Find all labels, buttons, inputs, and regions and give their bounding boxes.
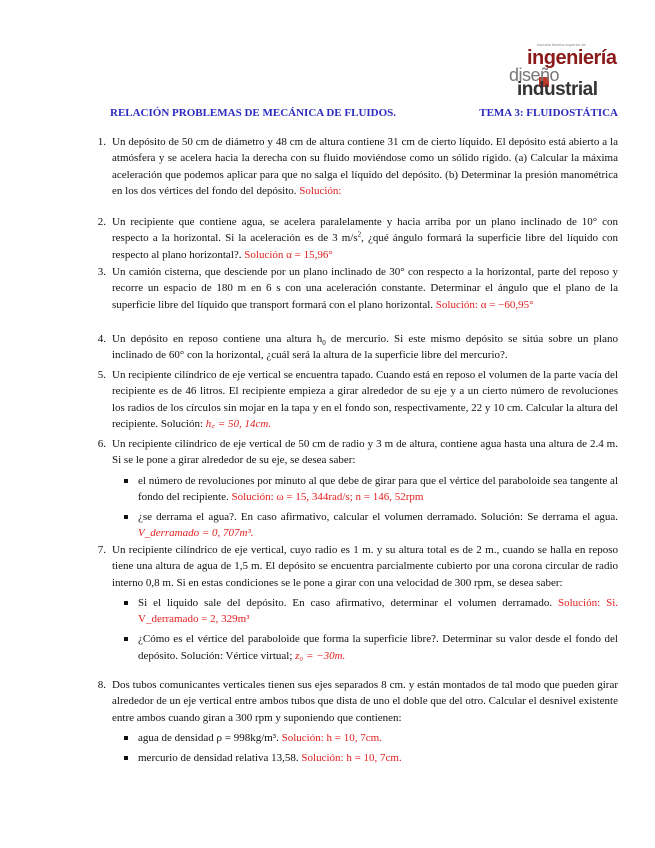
- bullet-text: mercurio de densidad relativa 13,58.: [138, 752, 299, 765]
- problem-number: 2.: [97, 216, 106, 228]
- bullet-text: ¿se derrama el agua?. En caso afirmativo, calcular el volumen derramado. Solución: Se derrama el agua.: [138, 511, 618, 524]
- bullet-text: el número de revoluciones por minuto al que debe de girar para que el vértice del paraboloide sea tangente al fondo del recipiente.: [138, 474, 618, 503]
- problem-text: Un recipiente cilíndrico de eje vertical de 50 cm de radio y 3 m de altura, contiene agua hasta una altura de 2.4 m. Si se le pone a girar alrededor de su eje, se desea saber:: [112, 438, 618, 467]
- bullet-icon: [124, 479, 128, 483]
- problem-text: Dos tubos comunicantes verticales tienen sus ejes separados 8 cm. y están montados de tal modo que pueden girar alrededor de un eje vertical entre ambos tubos que dista de uno el doble que del otro. Calcular el desnivel existente entre ambos cuando giran a 300 rpm y suponiendo que contienen:: [112, 679, 618, 724]
- bullet-icon: [124, 515, 128, 519]
- problem-number: 3.: [97, 266, 106, 278]
- solution-text: Solución α = 15,96°: [244, 248, 333, 261]
- header-topic: TEMA 3: FLUIDOSTÁTICA: [479, 107, 618, 119]
- problem-7: [90, 542, 618, 664]
- bullet-icon: [124, 756, 128, 760]
- problem-text: Un depósito de 50 cm de diámetro y 48 cm de altura contiene 31 cm de cierto líquido. El depósito está abierto a la atmósfera y se acelera hacia la derecha con su fluido moviéndose como un sólido rígido. (a) Calcular la máxima aceleración que podemos aplicar para que no salga el líquido del depósito. (b) Determinar la presión manométrica en los dos vértices del fondo del depósito.: [112, 136, 618, 197]
- problem-2: [90, 214, 618, 263]
- list-item: [138, 631, 618, 664]
- problem-5: [90, 367, 618, 432]
- problem-4: [90, 331, 618, 364]
- subscript: 0: [322, 339, 326, 348]
- school-logo: [497, 41, 615, 101]
- document-header: [110, 107, 618, 121]
- problem-text: Un recipiente cilíndrico de eje vertical, cuyo radio es 1 m. y su altura total es de 2 m., cuando se halla en reposo tiene una altura de agua de 1,5 m. El depósito se encuentra parcialmente cubierto por una corona circular de radio interno 0,8 m. Si en estas condiciones se le pone a girar con una velocidad de 300 rpm, se desea saber:: [112, 544, 618, 589]
- problem-3: [90, 264, 618, 313]
- problem-text-cont: , ¿qué ángulo formará la superficie libre del líquido con respecto al plano horizontal?.: [112, 232, 619, 261]
- problem-number: 1.: [97, 136, 106, 148]
- solution-text: V_derramado = 0, 707m³.: [138, 527, 254, 540]
- bullet-icon: [124, 637, 128, 641]
- list-item: [138, 473, 618, 506]
- problem-text: Un recipiente que contiene agua, se acelera paralelamente y hacia arriba por un plano inclinado de 10° con respecto a la horizontal. Si la aceleración es de 3 m/s: [112, 216, 618, 245]
- problem-number: 8.: [97, 679, 106, 691]
- logo-word-industrial: industrial: [517, 79, 598, 100]
- problem-1: [90, 134, 618, 199]
- problem-8: [90, 677, 618, 766]
- problem-number: 4.: [97, 333, 106, 345]
- solution-text: h꜀ = 50, 14cm.: [205, 417, 272, 430]
- logo-word-diseno: diseño: [509, 65, 560, 85]
- solution-text: z₀ = −30m.: [295, 649, 346, 662]
- problem-text: Un depósito en reposo contiene una altura h: [112, 333, 323, 345]
- solution-text: Solución: ω = 15, 344rad/s; n = 146, 52rpm: [231, 490, 424, 503]
- list-item: [138, 750, 618, 766]
- bullet-text: Si el liquido sale del depósito. En caso afirmativo, determinar el volumen derramado.: [138, 596, 553, 609]
- solution-text: Solución: h = 10, 7cm.: [301, 752, 402, 765]
- solution-text: Solución: h = 10, 7cm.: [281, 731, 382, 744]
- problem-text: Un recipiente cilíndrico de eje vertical se encuentra tapado. Cuando está en reposo el volumen de la parte vacía del recipiente es de 46 litros. El recipiente empieza a girar alrededor de su eje y a un cierto número de revoluciones los radios de los círculos sin mojar en la tapa y en el fondo son, respectivamente, 22 y 10 cm. Calcular la altura del recipiente. Solución:: [112, 369, 618, 430]
- list-item: [138, 730, 618, 746]
- bullet-text: ¿Cómo es el vértice del paraboloide que forma la superficie libre?. Determinar su valor desde el fondo del depósito. Solución: Vértice virtual;: [138, 633, 618, 662]
- header-title: RELACIÓN PROBLEMAS DE MECÁNICA DE FLUIDOS.: [110, 107, 397, 119]
- solution-text: Solución: Si. V_derramado = 2, 329m³: [138, 596, 619, 626]
- list-item: [138, 509, 618, 542]
- list-item: [138, 595, 618, 628]
- problem-number: 7.: [97, 544, 106, 556]
- problem-number: 6.: [97, 438, 106, 450]
- bullet-text: agua de densidad ρ = 998kg/m³.: [138, 731, 279, 744]
- problem-number: 5.: [97, 369, 106, 381]
- problem-text-cont: de mercurio. Si este mismo depósito se sitúa sobre un plano inclinado de 60° con la horizontal, ¿cuál será la altura de la superficie libre del mercurio?.: [112, 333, 618, 362]
- solution-text: Solución: α = −60,95°: [435, 298, 534, 311]
- bullet-icon: [124, 601, 128, 605]
- problem-6: [90, 436, 618, 542]
- solution-text: Solución:: [299, 184, 342, 197]
- logo-school-text: escuela técnica superior de: [537, 42, 586, 47]
- bullet-icon: [124, 736, 128, 740]
- superscript: 2: [357, 230, 362, 239]
- logo-word-ingenieria: ingeniería: [527, 47, 617, 69]
- problem-text: Un camión cisterna, que desciende por un plano inclinado de 30° con respecto a la horizontal, parte del reposo y recorre un espacio de 180 m en 6 s con una aceleración constante. Determinar el ángulo que el plano de la superficie libre del líquido que transport formará con el plano horizontal.: [112, 266, 618, 311]
